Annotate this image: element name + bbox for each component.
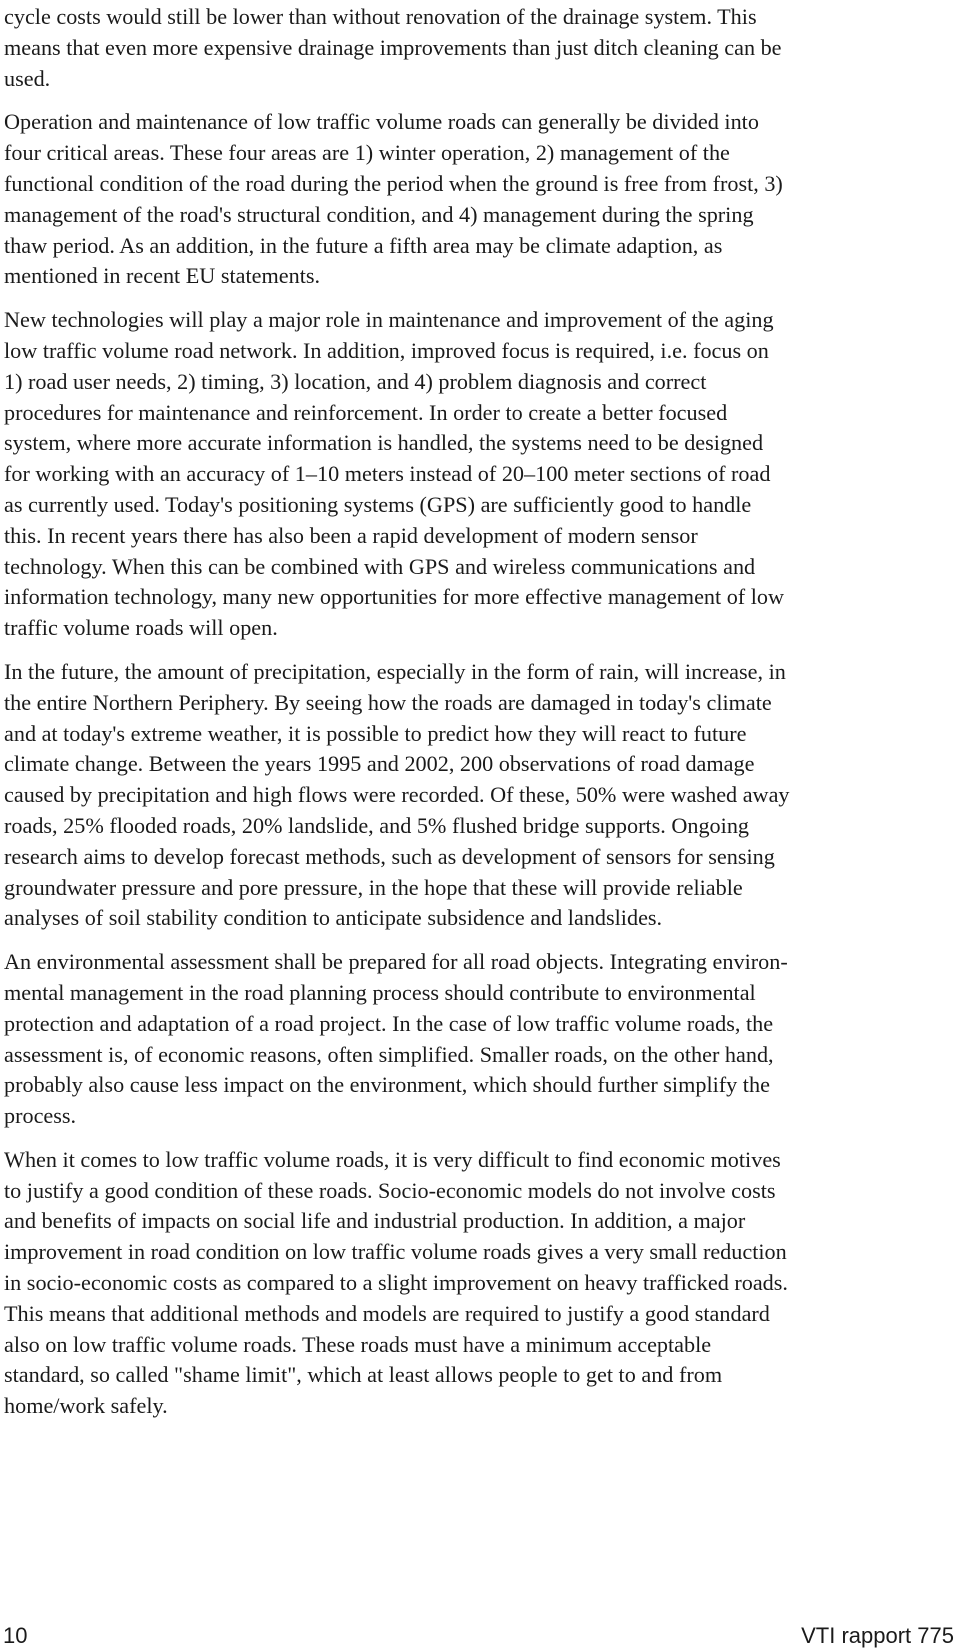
text-line: to justify a good condition of these roads. Socio-economic models do not involve costs	[4, 1177, 776, 1203]
text-line: cycle costs would still be lower than without renovation of the drainage system. This	[4, 4, 757, 29]
text-line: mental management in the road planning process should contribute to environmental	[4, 979, 756, 1005]
paragraph	[4, 1145, 956, 1422]
paragraph	[4, 2, 956, 94]
text-line: as currently used. Today's positioning systems (GPS) are sufficiently good to handle	[4, 491, 752, 517]
text-line: home/work safely.	[4, 1393, 168, 1419]
text-line: functional condition of the road during the period when the ground is free from frost, 3)	[4, 170, 783, 196]
text-line: traffic volume roads will open.	[4, 615, 278, 641]
text-line: climate change. Between the years 1995 and 2002, 200 observations of road damage	[4, 751, 755, 777]
text-line: procedures for maintenance and reinforcement. In order to create a better focused	[4, 399, 728, 425]
page-footer	[3, 1623, 954, 1649]
text-line: In the future, the amount of precipitation, especially in the form of rain, will increase, in	[4, 658, 786, 684]
text-line: thaw period. As an addition, in the future a fifth area may be climate adaption, as	[4, 232, 723, 258]
text-line: protection and adaptation of a road project. In the case of low traffic volume roads, the	[4, 1010, 774, 1036]
text-line: This means that additional methods and models are required to justify a good standard	[4, 1300, 770, 1326]
text-line: the entire Northern Periphery. By seeing how the roads are damaged in today's climate	[4, 689, 772, 715]
report-id: VTI rapport 775	[801, 1623, 954, 1648]
text-line: standard, so called "shame limit", which at least allows people to get to and from	[4, 1362, 723, 1388]
paragraph	[4, 305, 956, 644]
text-line: roads, 25% flooded roads, 20% landslide, and 5% flushed bridge supports. Ongoing	[4, 812, 750, 838]
text-line: also on low traffic volume roads. These roads must have a minimum acceptable	[4, 1331, 712, 1357]
text-line: and benefits of impacts on social life and industrial production. In addition, a major	[4, 1208, 746, 1234]
paragraph	[4, 947, 956, 1132]
text-line: technology. When this can be combined with GPS and wireless communications and	[4, 553, 756, 579]
text-line: mentioned in recent EU statements.	[4, 263, 321, 289]
text-line: used.	[4, 65, 51, 91]
text-line: low traffic volume road network. In addition, improved focus is required, i.e. focus on	[4, 337, 769, 363]
text-line: system, where more accurate information is handled, the systems need to be designed	[4, 430, 764, 456]
text-line: this. In recent years there has also been a rapid development of modern sensor	[4, 522, 698, 548]
text-line: An environmental assessment shall be prepared for all road objects. Integrating environ-	[4, 949, 788, 975]
text-line: research aims to develop forecast methods, such as development of sensors for sensing	[4, 843, 775, 869]
text-line: improvement in road condition on low traffic volume roads gives a very small reduction	[4, 1239, 787, 1265]
text-line: When it comes to low traffic volume roads, it is very difficult to find economic motives	[4, 1146, 781, 1172]
text-line: and at today's extreme weather, it is possible to predict how they will react to future	[4, 720, 747, 746]
text-line: 1) road user needs, 2) timing, 3) location, and 4) problem diagnosis and correct	[4, 368, 707, 394]
text-line: four critical areas. These four areas are 1) winter operation, 2) management of the	[4, 140, 730, 166]
text-line: groundwater pressure and pore pressure, in the hope that these will provide reliable	[4, 874, 743, 900]
text-line: management of the road's structural condition, and 4) management during the spring	[4, 201, 754, 227]
text-line: analyses of soil stability condition to anticipate subsidence and landslides.	[4, 905, 663, 931]
text-line: caused by precipitation and high flows were recorded. Of these, 50% were washed away	[4, 782, 790, 808]
text-line: in socio-economic costs as compared to a slight improvement on heavy trafficked roads.	[4, 1270, 788, 1296]
text-line: Operation and maintenance of low traffic volume roads can generally be divided into	[4, 109, 759, 135]
paragraph	[4, 657, 956, 934]
text-line: means that even more expensive drainage improvements than just ditch cleaning can be	[4, 34, 782, 60]
text-line: process.	[4, 1103, 77, 1129]
document-body	[4, 2, 956, 1435]
text-line: information technology, many new opportunities for more effective management of low	[4, 584, 785, 610]
text-line: for working with an accuracy of 1–10 meters instead of 20–100 meter sections of road	[4, 461, 771, 487]
text-line: probably also cause less impact on the environment, which should further simplify the	[4, 1072, 770, 1098]
page-number: 10	[3, 1623, 28, 1648]
text-line: New technologies will play a major role in maintenance and improvement of the aging	[4, 307, 774, 333]
text-line: assessment is, of economic reasons, often simplified. Smaller roads, on the other hand,	[4, 1041, 774, 1067]
paragraph	[4, 107, 956, 292]
